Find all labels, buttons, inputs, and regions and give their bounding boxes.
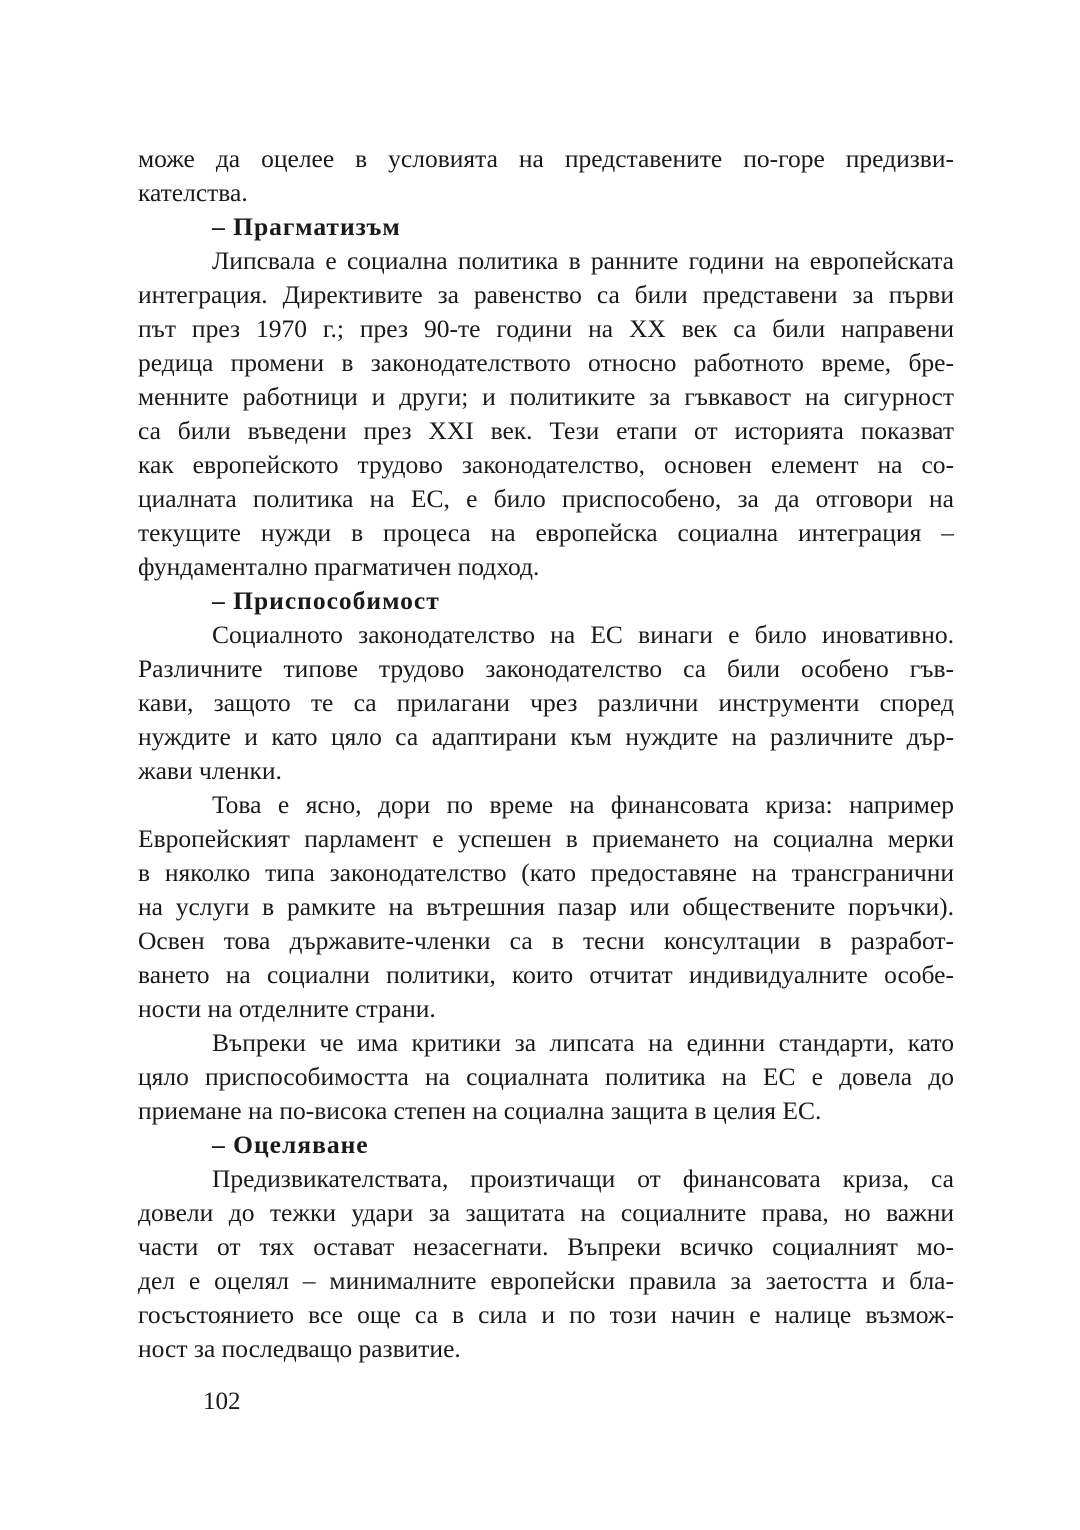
paragraph-first-line: Това е ясно, дори по време на финансовата криза: например — [212, 790, 954, 819]
paragraph-last-line: жави членки. — [138, 756, 282, 785]
paragraph-last-line: приемане на по-висока степен на социална защита в целия ЕС. — [138, 1096, 822, 1125]
paragraph-line: път през 1970 г.; през 90-те години на ХХ век са били направени — [138, 314, 954, 343]
paragraph-line: редица промени в законодателството относно работното време, бре- — [138, 348, 954, 377]
paragraph-line: текущите нужди в процеса на европейска социална интеграция – — [138, 518, 954, 547]
paragraph-line: Европейският парламент е успешен в приемането на социална мерки — [138, 824, 954, 853]
section-heading: – Оцеляване — [212, 1130, 369, 1159]
page-body — [138, 142, 954, 1366]
paragraph-last-line: кателства. — [138, 178, 248, 207]
paragraph-first-line: Социалното законодателство на ЕС винаги е било иновативно. — [212, 620, 954, 649]
paragraph-last-line: ности на отделните страни. — [138, 994, 436, 1023]
paragraph-line: са били въведени през ХХI век. Тези етапи от историята показват — [138, 416, 954, 445]
section-heading: – Прагматизъм — [212, 212, 401, 241]
paragraph-last-line: фундаментално прагматичен подход. — [138, 552, 540, 581]
page-number: 102 — [203, 1388, 241, 1415]
paragraph-line: кави, защото те са прилагани чрез различни инструменти според — [138, 688, 954, 717]
paragraph-line: менните работници и други; и политиките за гъвкавост на сигурност — [138, 382, 954, 411]
section-heading: – Приспособимост — [212, 586, 440, 615]
paragraph-line: интеграция. Директивите за равенство са били представени за първи — [138, 280, 954, 309]
paragraph-line: Освен това държавите-членки са в тесни консултации в разработ- — [138, 926, 954, 955]
paragraph-line: на услуги в рамките на вътрешния пазар или обществените поръчки). — [138, 892, 954, 921]
paragraph-line: в няколко типа законодателство (като предоставяне на трансгранични — [138, 858, 954, 887]
paragraph-line: нуждите и като цяло са адаптирани към нуждите на различните дър- — [138, 722, 954, 751]
paragraph-line: госъстоянието все още са в сила и по този начин е налице възмож- — [138, 1300, 954, 1329]
paragraph-first-line: Предизвикателствата, произтичащи от финансовата криза, са — [212, 1164, 954, 1193]
paragraph-line: ването на социални политики, които отчитат индивидуалните особе- — [138, 960, 954, 989]
paragraph-line: дел е оцелял – минималните европейски правила за заетостта и бла- — [138, 1266, 954, 1295]
paragraph-line: как европейското трудово законодателство, основен елемент на со- — [138, 450, 954, 479]
paragraph-line: части от тях остават незасегнати. Въпреки всичко социалният мо- — [138, 1232, 954, 1261]
paragraph-line: може да оцелее в условията на представените по-горе предизви- — [138, 144, 954, 173]
paragraph-line: цяло приспособимостта на социалната политика на ЕС е довела до — [138, 1062, 954, 1091]
paragraph-line: циалната политика на ЕС, е било приспособено, за да отговори на — [138, 484, 954, 513]
paragraph-line: Различните типове трудово законодателство са били особено гъв- — [138, 654, 954, 683]
paragraph-last-line: ност за последващо развитие. — [138, 1334, 461, 1363]
paragraph-line: довели до тежки удари за защитата на социалните права, но важни — [138, 1198, 954, 1227]
paragraph-first-line: Липсвала е социална политика в ранните години на европейската — [212, 246, 954, 275]
paragraph-first-line: Въпреки че има критики за липсата на единни стандарти, като — [212, 1028, 954, 1057]
